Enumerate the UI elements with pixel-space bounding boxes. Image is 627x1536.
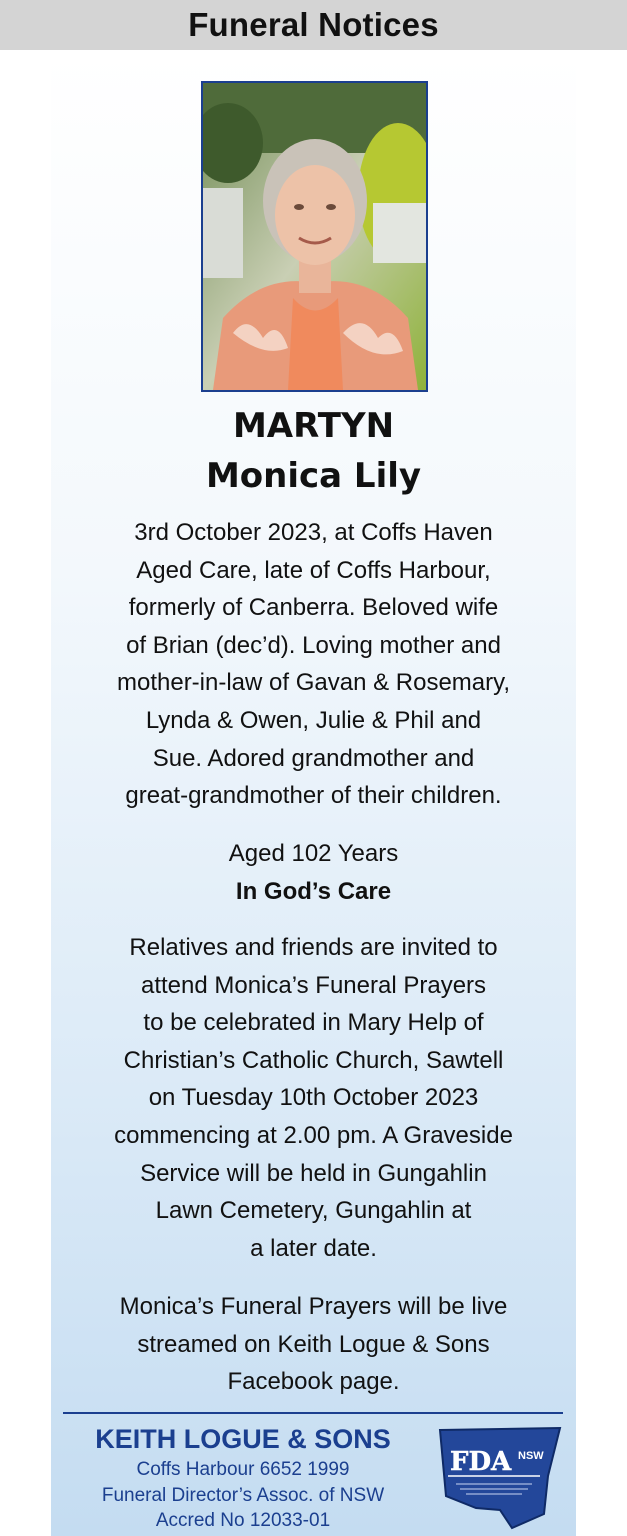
service-line: Service will be held in Gungahlin bbox=[140, 1159, 487, 1187]
portrait-photo bbox=[201, 81, 428, 392]
service-line: attend Monica’s Funeral Prayers bbox=[140, 971, 487, 999]
service-line: Relatives and friends are invited to bbox=[129, 934, 498, 961]
stream-line: Facebook page. bbox=[227, 1368, 400, 1396]
service-line: on Tuesday 10th October 2023 bbox=[148, 1084, 479, 1112]
page-title: Funeral Notices bbox=[188, 6, 439, 43]
logo-region-text: NSW bbox=[518, 1450, 544, 1462]
age-block bbox=[51, 835, 576, 910]
details-line: Aged Care, late of Coffs Harbour, bbox=[136, 556, 491, 584]
service-line: a later date. bbox=[250, 1234, 377, 1262]
deceased-given-names: Monica Lily bbox=[205, 456, 422, 496]
logo-text: FDA bbox=[450, 1447, 512, 1477]
portrait-illustration bbox=[203, 83, 426, 390]
funeral-director-accreditation: Accred No 12033-01 bbox=[155, 1510, 331, 1531]
age-text: Aged 102 Years bbox=[228, 840, 399, 867]
funeral-notice bbox=[51, 52, 576, 1536]
stream-line: Monica’s Funeral Prayers will be live bbox=[119, 1293, 508, 1320]
fda-nsw-logo-icon bbox=[436, 1426, 564, 1530]
funeral-director-phone: Coffs Harbour 6652 1999 bbox=[136, 1459, 350, 1480]
service-line: Lawn Cemetery, Gungahlin at bbox=[155, 1197, 472, 1225]
header-bar bbox=[0, 0, 627, 50]
service-paragraph bbox=[51, 929, 576, 1267]
deceased-surname: MARTYN bbox=[232, 406, 395, 446]
divider bbox=[63, 1412, 563, 1414]
service-line: commencing at 2.00 pm. A Graveside bbox=[114, 1121, 513, 1149]
details-line: formerly of Canberra. Beloved wife bbox=[128, 594, 499, 622]
stream-paragraph bbox=[51, 1288, 576, 1401]
funeral-director-name: KEITH LOGUE & SONS bbox=[95, 1424, 391, 1454]
service-line: Christian’s Catholic Church, Sawtell bbox=[123, 1046, 504, 1074]
details-line: Lynda & Owen, Julie & Phil and bbox=[145, 706, 482, 734]
service-line: to be celebrated in Mary Help of bbox=[143, 1009, 484, 1037]
stream-line: streamed on Keith Logue & Sons bbox=[137, 1330, 490, 1358]
details-line: mother-in-law of Gavan & Rosemary, bbox=[116, 669, 511, 697]
details-paragraph bbox=[51, 514, 576, 815]
epitaph-text: In God’s Care bbox=[235, 877, 392, 905]
funeral-director-association: Funeral Director’s Assoc. of NSW bbox=[101, 1485, 385, 1506]
details-line: of Brian (dec’d). Loving mother and bbox=[126, 631, 501, 659]
details-line: Sue. Adored grandmother and bbox=[152, 744, 475, 772]
details-line: 3rd October 2023, at Coffs Haven bbox=[134, 519, 493, 546]
details-line: great-grandmother of their children. bbox=[125, 782, 502, 810]
